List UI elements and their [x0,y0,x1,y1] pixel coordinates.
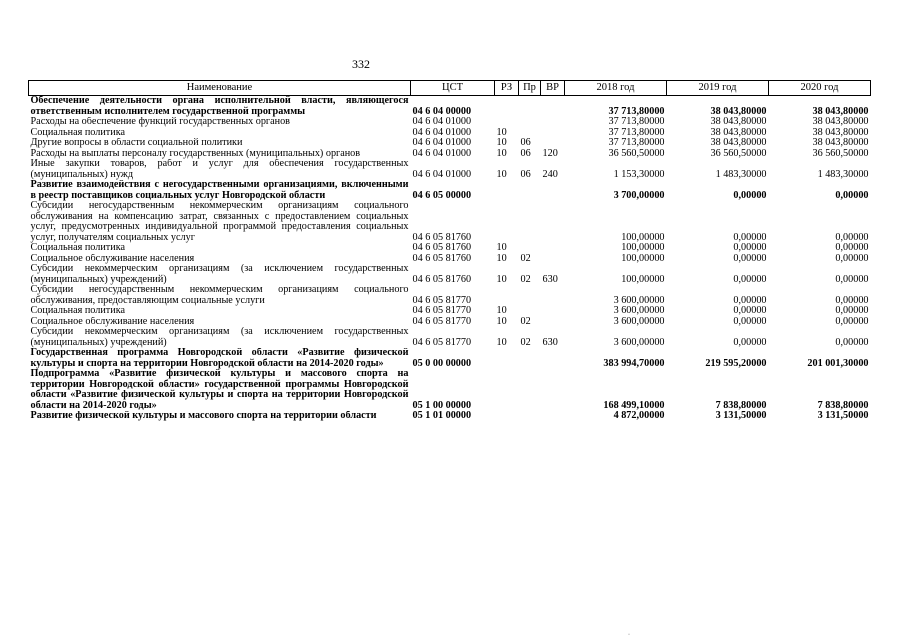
row-cst: 04 6 05 81770 [412,294,472,306]
row-vr [541,201,565,243]
row-name: Социальная политика [30,127,126,138]
row-name: Государственная программа Новгородской области «Развитие физической культуры и спорта на территории Новгородской области на 2014-2020 годы» [30,348,409,369]
row-rz [495,369,519,411]
header-name: Наименование [29,81,411,96]
row-pr: 02 [520,253,531,264]
row-2020: 36 560,50000 [812,148,869,159]
row-rz [495,285,519,306]
row-rz [495,96,519,118]
row-2018: 36 560,50000 [608,148,665,159]
row-vr [541,96,565,118]
row-2020: 38 043,80000 [812,117,869,127]
row-pr [519,180,541,201]
row-name: Расходы на обеспечение функций государственных органов [30,117,290,127]
row-cst: 04 6 05 81760 [412,253,472,264]
page-mark: · [628,632,630,638]
row-pr: 06 [520,168,531,180]
row-rz: 10 [496,273,507,285]
row-2018: 100,00000 [621,231,665,243]
row-name: Иные закупки товаров, работ и услуг для обеспечения государственных (муниципальных) нужд [30,159,409,180]
row-rz [495,348,519,369]
row-name: Социальное обслуживание населения [30,316,195,327]
table-row [29,254,871,265]
row-name: Другие вопросы в области социальной политики [30,138,243,148]
row-2020: 0,00000 [835,243,869,253]
row-cst: 04 6 05 81760 [412,231,472,243]
row-vr: 240 [542,168,558,180]
row-pr: 06 [520,148,531,159]
row-2020: 0,00000 [835,316,869,327]
budget-table [28,80,871,422]
row-name: Расходы на выплаты персоналу государственных (муниципальных) органов [30,148,361,159]
header-2019: 2019 год [667,81,769,96]
row-pr: 06 [520,138,531,148]
table-row [29,264,871,285]
table-row [29,285,871,306]
row-rz [495,201,519,243]
row-name: Обеспечение деятельности органа исполнительной власти, являющегося ответственным исполнителем государственной программы [30,95,409,117]
row-pr [519,243,541,254]
row-vr [541,348,565,369]
row-pr: 02 [520,273,531,285]
row-2020: 38 043,80000 [812,138,869,148]
row-2020: 0,00000 [835,253,869,264]
row-2018: 100,00000 [621,243,665,253]
row-2019: 38 043,80000 [710,127,767,138]
row-vr [541,369,565,411]
row-2019: 36 560,50000 [710,148,767,159]
table-header-row [29,81,871,96]
table-row [29,128,871,139]
row-vr [541,243,565,254]
row-2018: 3 600,00000 [613,306,665,316]
row-2019: 219 595,20000 [705,357,767,369]
row-2018: 383 994,70000 [603,357,665,369]
row-rz: 10 [496,243,507,253]
table-row [29,327,871,348]
row-2019: 3 131,50000 [715,411,767,421]
row-vr [541,317,565,328]
row-name: Развитие физической культуры и массового спорта на территории области [30,411,377,421]
row-2019: 0,00000 [733,273,767,285]
row-vr [541,117,565,128]
row-2018: 37 713,80000 [608,117,665,127]
row-2019: 1 483,30000 [715,168,767,180]
row-rz: 10 [496,253,507,264]
table-row [29,317,871,328]
table-row [29,306,871,317]
row-2020: 0,00000 [835,336,869,348]
row-2018: 37 713,80000 [608,105,665,117]
row-pr: 02 [520,316,531,327]
table-row [29,117,871,128]
row-2020: 0,00000 [835,294,869,306]
row-cst: 04 6 04 01000 [412,168,472,180]
row-cst: 04 6 05 81770 [412,336,472,348]
row-rz: 10 [496,306,507,316]
row-cst: 04 6 05 00000 [412,189,472,201]
row-2018: 3 600,00000 [613,294,665,306]
row-2020: 7 838,80000 [817,399,869,411]
row-2018: 37 713,80000 [608,127,665,138]
table-row [29,243,871,254]
row-2020: 0,00000 [835,231,869,243]
table-row [29,149,871,160]
row-vr: 630 [542,273,558,285]
table-row [29,96,871,118]
row-2019: 0,00000 [733,306,767,316]
table-row [29,201,871,243]
row-2020: 0,00000 [835,306,869,316]
row-2020: 3 131,50000 [817,411,869,421]
row-pr [519,348,541,369]
row-2020: 1 483,30000 [817,168,869,180]
row-2018: 3 600,00000 [613,316,665,327]
row-cst: 04 6 05 81770 [412,306,472,316]
row-2020: 38 043,80000 [812,127,869,138]
row-name: Субсидии негосударственным некоммерческим организациям социального обслуживания, предоставляющим социальные услуги [30,285,409,306]
row-vr [541,128,565,139]
row-cst: 04 6 04 01000 [412,127,472,138]
header-cst: ЦСТ [411,81,495,96]
row-2020: 0,00000 [835,189,869,201]
row-2018: 4 872,00000 [613,411,665,421]
row-cst: 04 6 05 81760 [412,273,472,285]
page-number: 332 [352,57,370,71]
row-2019: 7 838,80000 [715,399,767,411]
row-cst: 04 6 04 01000 [412,117,472,127]
row-rz: 10 [496,148,507,159]
row-rz [495,411,519,422]
row-cst: 05 1 00 00000 [412,399,472,411]
row-vr: 120 [542,148,558,159]
row-2018: 37 713,80000 [608,138,665,148]
table-row [29,138,871,149]
row-name: Развитие взаимодействия с негосударственными организациями, включенными в реестр поставщиков социальных услуг Новгородской области [30,180,409,201]
row-2018: 3 600,00000 [613,336,665,348]
row-2019: 0,00000 [733,294,767,306]
table-row [29,369,871,411]
row-rz: 10 [496,316,507,327]
row-vr [541,138,565,149]
row-pr [519,285,541,306]
row-pr [519,96,541,118]
header-rz: РЗ [495,81,519,96]
row-rz: 10 [496,127,507,138]
row-pr [519,117,541,128]
row-vr: 630 [542,336,558,348]
row-2019: 0,00000 [733,253,767,264]
row-name: Подпрограмма «Развитие физической культуры и массового спорта на территории Новгородской области» государственной программы Новгородской области «Развитие физической культуры и спорта на территории Новгородской области на 2014-2020 годы» [30,369,409,411]
row-2020: 38 043,80000 [812,105,869,117]
row-pr [519,201,541,243]
row-cst: 05 0 00 00000 [412,357,472,369]
row-pr [519,128,541,139]
row-rz [495,117,519,128]
table-row [29,180,871,201]
row-vr [541,411,565,422]
row-name: Социальная политика [30,306,126,316]
row-name: Субсидии некоммерческим организациям (за исключением государственных (муниципальных) учреждений) [30,327,409,348]
row-2018: 100,00000 [621,273,665,285]
row-vr [541,306,565,317]
table-row [29,411,871,422]
row-2018: 3 700,00000 [613,189,665,201]
row-2019: 0,00000 [733,316,767,327]
row-2018: 100,00000 [621,253,665,264]
row-vr [541,285,565,306]
row-name: Социальная политика [30,243,126,253]
table-row [29,348,871,369]
row-2019: 0,00000 [733,336,767,348]
row-2019: 0,00000 [733,189,767,201]
row-2019: 0,00000 [733,243,767,253]
table-row [29,159,871,180]
row-pr: 02 [520,336,531,348]
row-pr [519,369,541,411]
row-rz [495,180,519,201]
row-pr [519,306,541,317]
header-2020: 2020 год [769,81,871,96]
row-cst: 04 6 04 01000 [412,138,472,148]
row-2020: 0,00000 [835,273,869,285]
row-2019: 38 043,80000 [710,105,767,117]
row-cst: 04 6 05 81760 [412,243,472,253]
row-2019: 38 043,80000 [710,117,767,127]
row-name: Субсидии некоммерческим организациям (за исключением государственных (муниципальных) учреждений) [30,264,409,285]
row-pr [519,411,541,422]
row-vr [541,254,565,265]
header-2018: 2018 год [565,81,667,96]
row-rz: 10 [496,336,507,348]
row-cst: 04 6 05 81770 [412,316,472,327]
row-2019: 38 043,80000 [710,138,767,148]
row-rz: 10 [496,138,507,148]
row-name: Социальное обслуживание населения [30,253,195,264]
header-vr: ВР [541,81,565,96]
header-pr: Пр [519,81,541,96]
row-2018: 168 499,10000 [603,399,665,411]
row-rz: 10 [496,168,507,180]
row-2019: 0,00000 [733,231,767,243]
row-cst: 05 1 01 00000 [412,411,472,421]
row-2020: 201 001,30000 [807,357,869,369]
row-2018: 1 153,30000 [613,168,665,180]
table-body [29,96,871,422]
row-vr [541,180,565,201]
row-cst: 04 6 04 00000 [412,105,472,117]
row-name: Субсидии негосударственным некоммерческим организациям социального обслуживания на компенсацию затрат, связанных с предоставлением социальных услуг, предусмотренных индивидуальной программой предоставления социальных услуг, получателям социальных услуг [30,201,409,243]
row-cst: 04 6 04 01000 [412,148,472,159]
